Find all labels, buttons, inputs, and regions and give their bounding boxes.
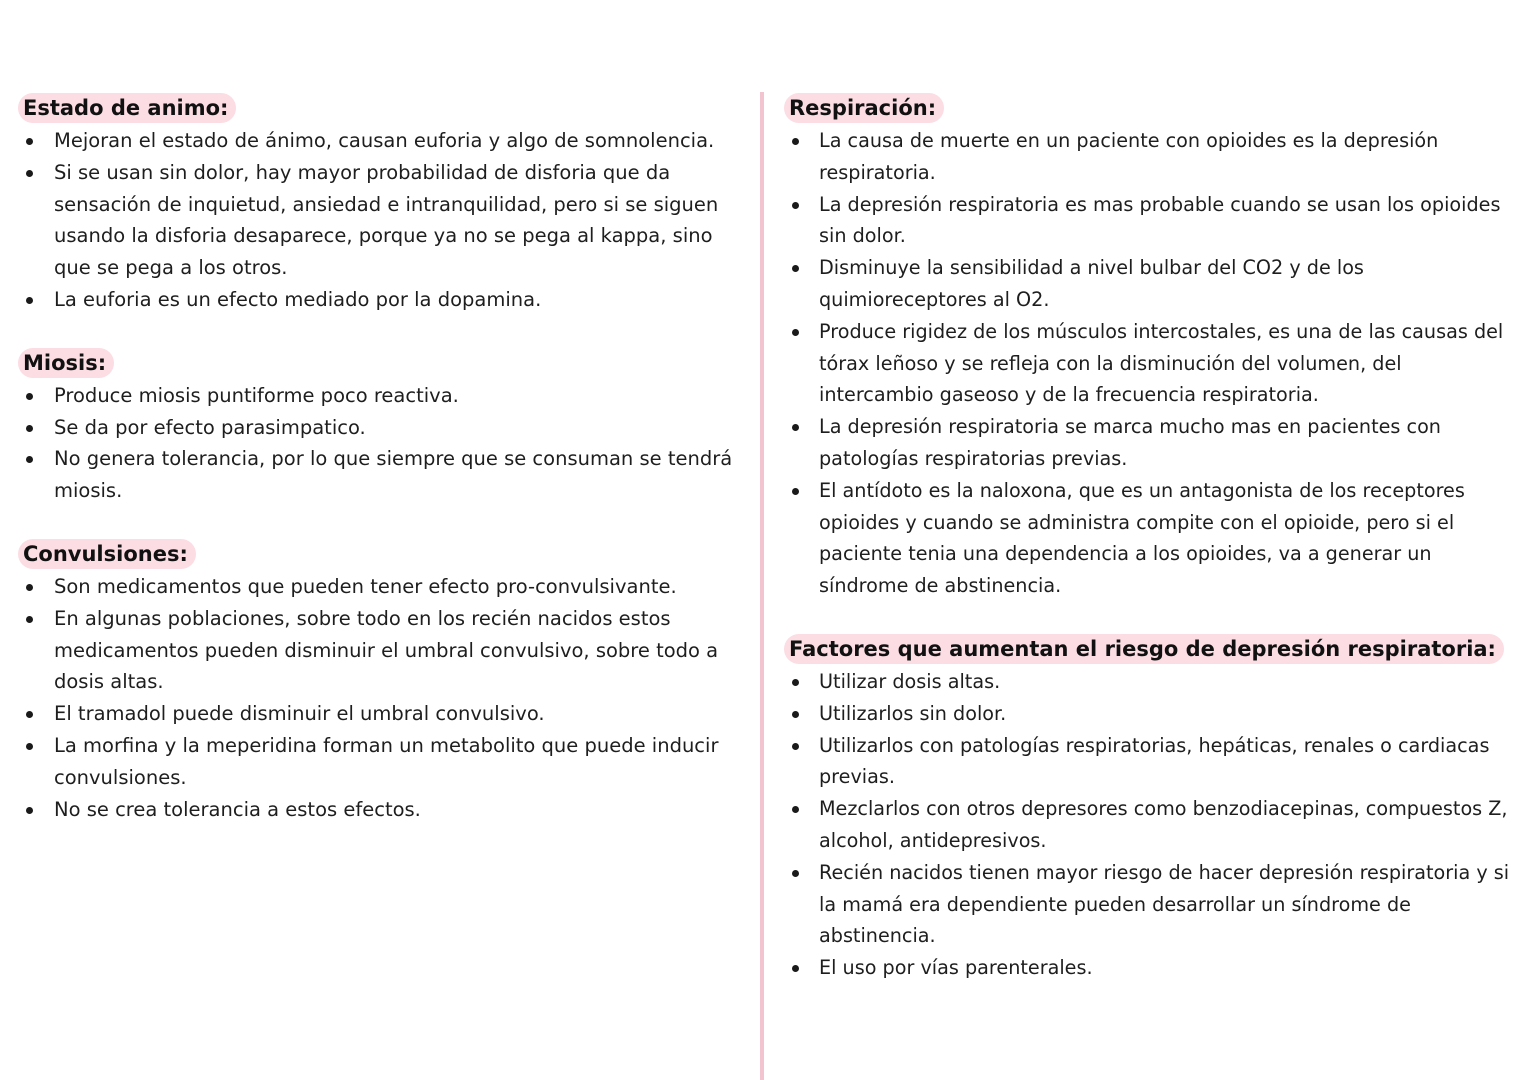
bullet-list bbox=[784, 666, 1512, 984]
section-respiracion bbox=[784, 93, 1512, 602]
bullet-item: Utilizarlos sin dolor. bbox=[784, 698, 1512, 730]
section-heading: Miosis: bbox=[18, 348, 114, 378]
section-heading: Estado de animo: bbox=[18, 93, 236, 123]
section-convulsiones bbox=[18, 539, 743, 825]
bullet-item: El uso por vías parenterales. bbox=[784, 952, 1512, 984]
bullet-item: El antídoto es la naloxona, que es un antagonista de los receptores opioides y cuando se administra compite con el opioide, pero si el paciente tenia una dependencia a los opioides, va a generar un síndrome de abstinencia. bbox=[784, 475, 1512, 602]
section-estado-de-animo bbox=[18, 93, 743, 316]
bullet-item: Recién nacidos tienen mayor riesgo de hacer depresión respiratoria y si la mamá era dependiente pueden desarrollar un síndrome de abstinencia. bbox=[784, 857, 1512, 952]
bullet-list bbox=[784, 125, 1512, 602]
section-miosis bbox=[18, 348, 743, 507]
bullet-list bbox=[18, 380, 743, 507]
bullet-item: No se crea tolerancia a estos efectos. bbox=[18, 794, 743, 826]
section-heading: Factores que aumentan el riesgo de depresión respiratoria: bbox=[784, 634, 1504, 664]
bullet-item: La depresión respiratoria se marca mucho mas en pacientes con patologías respiratorias previas. bbox=[784, 411, 1512, 475]
bullet-item: El tramadol puede disminuir el umbral convulsivo. bbox=[18, 698, 743, 730]
bullet-item: Utilizarlos con patologías respiratorias, hepáticas, renales o cardiacas previas. bbox=[784, 730, 1512, 794]
bullet-item: Utilizar dosis altas. bbox=[784, 666, 1512, 698]
right-column bbox=[784, 93, 1512, 1016]
bullet-item: La morfina y la meperidina forman un metabolito que puede inducir convulsiones. bbox=[18, 730, 743, 794]
section-factores-que-aumentan-el-riesgo-de-depre bbox=[784, 634, 1512, 984]
bullet-item: Produce miosis puntiforme poco reactiva. bbox=[18, 380, 743, 412]
section-heading: Convulsiones: bbox=[18, 539, 196, 569]
left-column bbox=[18, 93, 743, 857]
bullet-item: Produce rigidez de los músculos intercostales, es una de las causas del tórax leñoso y se refleja con la disminución del volumen, del intercambio gaseoso y de la frecuencia respiratoria. bbox=[784, 316, 1512, 411]
bullet-item: Son medicamentos que pueden tener efecto pro-convulsivante. bbox=[18, 571, 743, 603]
bullet-item: Si se usan sin dolor, hay mayor probabilidad de disforia que da sensación de inquietud, ansiedad e intranquilidad, pero si se siguen usando la disforia desaparece, porque ya no se pega al kappa, sino que se pega a los otros. bbox=[18, 157, 743, 284]
bullet-list bbox=[18, 125, 743, 316]
bullet-item: Mejoran el estado de ánimo, causan euforia y algo de somnolencia. bbox=[18, 125, 743, 157]
bullet-item: La euforia es un efecto mediado por la dopamina. bbox=[18, 284, 743, 316]
bullet-item: En algunas poblaciones, sobre todo en los recién nacidos estos medicamentos pueden disminuir el umbral convulsivo, sobre todo a dosis altas. bbox=[18, 603, 743, 698]
bullet-item: Mezclarlos con otros depresores como benzodiacepinas, compuestos Z, alcohol, antidepresivos. bbox=[784, 793, 1512, 857]
bullet-list bbox=[18, 571, 743, 825]
bullet-item: La causa de muerte en un paciente con opioides es la depresión respiratoria. bbox=[784, 125, 1512, 189]
bullet-item: Disminuye la sensibilidad a nivel bulbar del CO2 y de los quimioreceptores al O2. bbox=[784, 252, 1512, 316]
column-divider bbox=[760, 92, 764, 1080]
bullet-item: La depresión respiratoria es mas probable cuando se usan los opioides sin dolor. bbox=[784, 189, 1512, 253]
bullet-item: Se da por efecto parasimpatico. bbox=[18, 412, 743, 444]
bullet-item: No genera tolerancia, por lo que siempre que se consuman se tendrá miosis. bbox=[18, 443, 743, 507]
section-heading: Respiración: bbox=[784, 93, 944, 123]
